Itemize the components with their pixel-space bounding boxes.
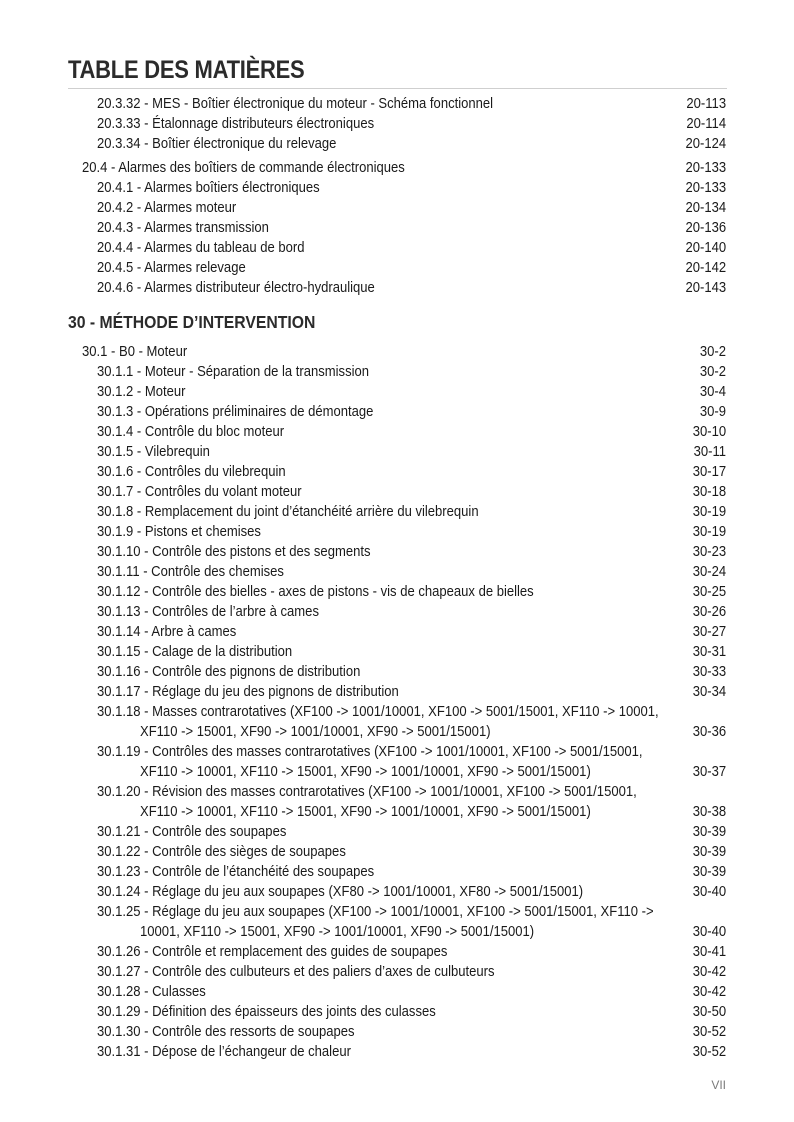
toc-entry[interactable] (0, 178, 794, 198)
toc-entry-label: 20.3.33 - Étalonnage distributeurs électroniques (97, 116, 375, 132)
toc-group-20-3 (0, 94, 794, 154)
toc-entry-label: 30.1.18 - Masses contrarotatives (XF100 -> 1001/10001, XF100 -> 5001/15001, XF110 -> 10001, (97, 704, 659, 720)
toc-entry[interactable] (0, 642, 794, 662)
toc-entry[interactable] (0, 882, 794, 902)
toc-entry-label: 30.1.9 - Pistons et chemises (97, 524, 261, 540)
toc-entry-label-continued: 10001, XF110 -> 15001, XF90 -> 1001/10001, XF90 -> 5001/15001) (140, 924, 535, 940)
toc-entry-label-continued: XF110 -> 15001, XF90 -> 1001/10001, XF90 -> 5001/15001) (140, 724, 491, 740)
toc-entry-page-number: 30-42 (692, 964, 726, 980)
toc-entry-page-number: 30-10 (692, 424, 726, 440)
toc-entry[interactable] (0, 982, 794, 1002)
toc-entry[interactable] (0, 442, 794, 462)
toc-entry-label: 30.1.19 - Contrôles des masses contrarotatives (XF100 -> 1001/10001, XF100 -> 5001/15001, (97, 744, 643, 760)
toc-entry-page-number: 30-11 (693, 444, 726, 460)
toc-entry[interactable] (0, 842, 794, 862)
toc-entry-page-number: 30-2 (699, 364, 726, 380)
toc-entry-label: 30.1.6 - Contrôles du vilebrequin (97, 464, 286, 480)
toc-entry-label: 30.1.3 - Opérations préliminaires de démontage (97, 404, 374, 420)
toc-entry[interactable] (0, 702, 794, 742)
toc-entry-page-number: 20-134 (685, 200, 726, 216)
toc-entry-label: 30.1.28 - Culasses (97, 984, 206, 1000)
toc-entry-page-number: 30-4 (699, 384, 726, 400)
toc-group-20-4 (0, 158, 794, 298)
toc-entry-page-number: 30-40 (692, 924, 726, 940)
toc-entry[interactable] (0, 522, 794, 542)
toc-entry-label: 30.1.27 - Contrôle des culbuteurs et des paliers d’axes de culbuteurs (97, 964, 495, 980)
toc-entry-label: 20.4.1 - Alarmes boîtiers électroniques (97, 180, 320, 196)
toc-entry[interactable] (0, 662, 794, 682)
toc-entry[interactable] (0, 862, 794, 882)
toc-entry-label: 30.1 - B0 - Moteur (82, 344, 188, 360)
toc-entry-label: 30.1.13 - Contrôles de l’arbre à cames (97, 604, 319, 620)
toc-entry-page-number: 20-140 (685, 240, 726, 256)
toc-entry-page-number: 20-114 (686, 116, 726, 132)
toc-entry-label: 30.1.11 - Contrôle des chemises (97, 564, 284, 580)
toc-entry[interactable] (0, 942, 794, 962)
toc-entry-page-number: 30-52 (692, 1024, 726, 1040)
toc-entry[interactable] (0, 342, 794, 362)
toc-entry-label: 30.1.24 - Réglage du jeu aux soupapes (XF80 -> 1001/10001, XF80 -> 5001/15001) (97, 884, 584, 900)
toc-entry-page-number: 30-25 (692, 584, 726, 600)
toc-entry[interactable] (0, 218, 794, 238)
toc-entry-label: 30.1.7 - Contrôles du volant moteur (97, 484, 302, 500)
toc-entry[interactable] (0, 582, 794, 602)
toc-entry-label: 30.1.25 - Réglage du jeu aux soupapes (XF100 -> 1001/10001, XF100 -> 5001/15001, XF110 -> (97, 904, 654, 920)
toc-entry-label: 20.3.34 - Boîtier électronique du relevage (97, 136, 337, 152)
toc-entry-label: 30.1.5 - Vilebrequin (97, 444, 210, 460)
toc-entry[interactable] (0, 622, 794, 642)
toc-entry-page-number: 30-41 (692, 944, 726, 960)
toc-entry-page-number: 30-37 (692, 764, 726, 780)
toc-entry-page-number: 20-142 (685, 260, 726, 276)
toc-entry-label: 20.4.5 - Alarmes relevage (97, 260, 246, 276)
section-heading (0, 298, 794, 342)
toc-entry[interactable] (0, 422, 794, 442)
toc-entry-page-number: 30-34 (692, 684, 726, 700)
toc-entry-page-number: 30-36 (692, 724, 726, 740)
toc-entry[interactable] (0, 402, 794, 422)
toc-entry-label: 20.3.32 - MES - Boîtier électronique du moteur - Schéma fonctionnel (97, 96, 494, 112)
toc-entry[interactable] (0, 542, 794, 562)
toc-entry-page-number: 30-26 (692, 604, 726, 620)
toc-entry-label-continued: XF110 -> 10001, XF110 -> 15001, XF90 -> 1001/10001, XF90 -> 5001/15001) (140, 804, 591, 820)
toc-entry-page-number: 20-143 (685, 280, 726, 296)
toc-entry-page-number: 30-42 (692, 984, 726, 1000)
toc-entry-label: 20.4.6 - Alarmes distributeur électro-hydraulique (97, 280, 375, 296)
toc-entry-page-number: 30-31 (692, 644, 726, 660)
toc-entry[interactable] (0, 1042, 794, 1062)
toc-entry[interactable] (0, 902, 794, 942)
toc-entry[interactable] (0, 134, 794, 154)
toc-entry-label: 20.4 - Alarmes des boîtiers de commande électroniques (82, 160, 405, 176)
toc-entry-page-number: 30-39 (692, 824, 726, 840)
toc-entry-label: 20.4.4 - Alarmes du tableau de bord (97, 240, 305, 256)
toc-entry-label: 30.1.16 - Contrôle des pignons de distribution (97, 664, 361, 680)
toc-entry[interactable] (0, 238, 794, 258)
toc-entry-page-number: 20-113 (686, 96, 726, 112)
toc-entry-page-number: 20-136 (685, 220, 726, 236)
toc-entry-label: 30.1.20 - Révision des masses contrarotatives (XF100 -> 1001/10001, XF100 -> 5001/15001, (97, 784, 637, 800)
toc-entry[interactable] (0, 278, 794, 298)
toc-entry-label: 30.1.10 - Contrôle des pistons et des segments (97, 544, 371, 560)
toc-entry-label: 30.1.1 - Moteur - Séparation de la transmission (97, 364, 370, 380)
toc-entry-label: 30.1.4 - Contrôle du bloc moteur (97, 424, 285, 440)
toc-entry[interactable] (0, 742, 794, 782)
toc-entry-label: 20.4.3 - Alarmes transmission (97, 220, 269, 236)
toc-entry[interactable] (0, 482, 794, 502)
toc-entry-label: 30.1.29 - Définition des épaisseurs des joints des culasses (97, 1004, 436, 1020)
toc-entry-page-number: 30-39 (692, 844, 726, 860)
toc-group-30-1 (0, 342, 794, 1062)
toc-entry[interactable] (0, 382, 794, 402)
toc-entry-label: 30.1.30 - Contrôle des ressorts de soupapes (97, 1024, 355, 1040)
toc-entry-label: 30.1.22 - Contrôle des sièges de soupapes (97, 844, 346, 860)
toc-entry-page-number: 30-24 (692, 564, 726, 580)
toc-entry-label: 30.1.15 - Calage de la distribution (97, 644, 293, 660)
toc-entry[interactable] (0, 362, 794, 382)
page-number: VII (711, 1078, 726, 1092)
toc-entry[interactable] (0, 1002, 794, 1022)
toc-entry-label: 30.1.23 - Contrôle de l’étanchéité des soupapes (97, 864, 375, 880)
table-of-contents (0, 94, 794, 1062)
toc-entry[interactable] (0, 258, 794, 278)
toc-entry-label: 30.1.21 - Contrôle des soupapes (97, 824, 287, 840)
section-heading-text: 30 - MÉTHODE D’INTERVENTION (68, 312, 316, 332)
toc-entry[interactable] (0, 562, 794, 582)
toc-entry-page-number: 30-17 (692, 464, 726, 480)
toc-entry[interactable] (0, 462, 794, 482)
toc-entry-page-number: 30-38 (692, 804, 726, 820)
title-divider (68, 88, 727, 89)
toc-entry[interactable] (0, 198, 794, 218)
toc-entry-page-number: 20-124 (685, 136, 726, 152)
toc-entry[interactable] (0, 602, 794, 622)
toc-entry-page-number: 30-40 (692, 884, 726, 900)
toc-entry-page-number: 20-133 (685, 180, 726, 196)
toc-entry[interactable] (0, 502, 794, 522)
toc-entry-page-number: 30-27 (692, 624, 726, 640)
toc-entry-label: 30.1.8 - Remplacement du joint d’étanchéité arrière du vilebrequin (97, 504, 479, 520)
toc-entry-label: 30.1.17 - Réglage du jeu des pignons de distribution (97, 684, 399, 700)
toc-entry[interactable] (0, 682, 794, 702)
toc-entry-page-number: 30-33 (692, 664, 726, 680)
toc-entry-page-number: 30-2 (699, 344, 726, 360)
toc-entry[interactable] (0, 782, 794, 822)
toc-entry-page-number: 30-23 (692, 544, 726, 560)
toc-entry-label: 30.1.14 - Arbre à cames (97, 624, 237, 640)
toc-entry-page-number: 20-133 (685, 160, 726, 176)
toc-entry[interactable] (0, 1022, 794, 1042)
toc-entry-page-number: 30-39 (692, 864, 726, 880)
toc-entry-label: 30.1.2 - Moteur (97, 384, 186, 400)
toc-entry-page-number: 30-52 (692, 1044, 726, 1060)
page-title: TABLE DES MATIÈRES (68, 56, 305, 84)
toc-entry[interactable] (0, 822, 794, 842)
toc-entry-page-number: 30-19 (692, 524, 726, 540)
toc-entry-label: 20.4.2 - Alarmes moteur (97, 200, 237, 216)
toc-entry-page-number: 30-18 (692, 484, 726, 500)
toc-entry-label: 30.1.26 - Contrôle et remplacement des guides de soupapes (97, 944, 448, 960)
toc-entry-label: 30.1.12 - Contrôle des bielles - axes de pistons - vis de chapeaux de bielles (97, 584, 534, 600)
toc-entry-page-number: 30-9 (699, 404, 726, 420)
toc-entry[interactable] (0, 158, 794, 178)
toc-entry[interactable] (0, 94, 794, 114)
toc-entry-label: 30.1.31 - Dépose de l’échangeur de chaleur (97, 1044, 351, 1060)
toc-entry[interactable] (0, 962, 794, 982)
toc-entry-page-number: 30-50 (692, 1004, 726, 1020)
toc-entry[interactable] (0, 114, 794, 134)
toc-entry-page-number: 30-19 (692, 504, 726, 520)
toc-entry-label-continued: XF110 -> 10001, XF110 -> 15001, XF90 -> 1001/10001, XF90 -> 5001/15001) (140, 764, 591, 780)
